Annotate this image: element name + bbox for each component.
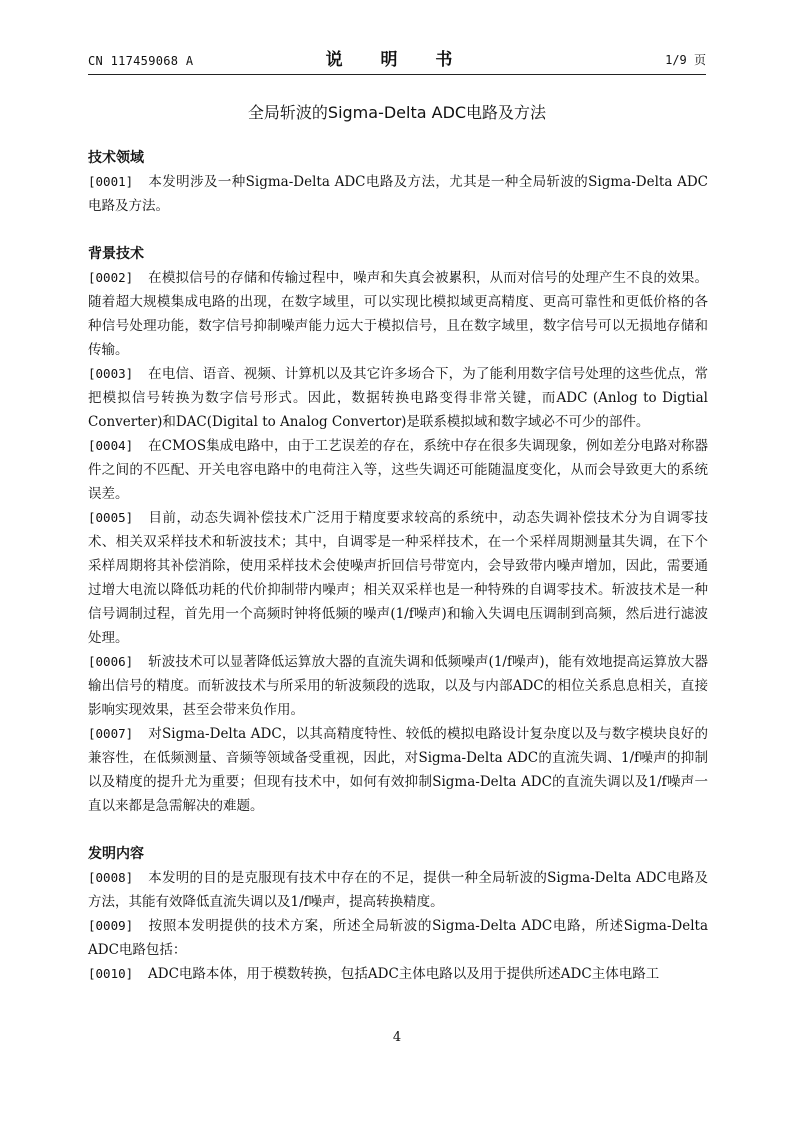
paragraph-text: 本发明的目的是克服现有技术中存在的不足，提供一种全局斩波的Sigma-Delta ADC电路及方法，其能有效降低直流失调以及1/f噪声，提高转换精度。 <box>88 870 708 910</box>
paragraph <box>88 650 708 722</box>
paragraph-number: [0001] <box>88 174 134 189</box>
paragraph <box>88 266 708 362</box>
paragraph-text: ADC电路本体，用于模数转换，包括ADC主体电路以及用于提供所述ADC主体电路工 <box>148 966 660 982</box>
paragraph <box>88 170 708 218</box>
paragraph-text: 本发明涉及一种Sigma-Delta ADC电路及方法，尤其是一种全局斩波的Sigma-Delta ADC电路及方法。 <box>88 174 708 214</box>
paragraph-text: 在模拟信号的存储和传输过程中，噪声和失真会被累积，从而对信号的处理产生不良的效果。随着超大规模集成电路的出现，在数字域里，可以实现比模拟域更高精度、更高可靠性和更低价格的各种信号处理功能，数字信号抑制噪声能力远大于模拟信号，且在数字域里，数字信号可以无损地存储和传输。 <box>88 270 708 358</box>
page-header <box>88 46 706 75</box>
document-type: 说 明 书 <box>325 50 469 70</box>
paragraph-number: [0006] <box>88 654 134 669</box>
section-heading-background: 背景技术 <box>88 246 144 262</box>
paragraph-number: [0002] <box>88 270 134 285</box>
paragraph-text: 按照本发明提供的技术方案，所述全局斩波的Sigma-Delta ADC电路，所述Sigma-Delta ADC电路包括： <box>88 918 708 958</box>
paragraph <box>88 914 708 962</box>
page-info: 1/9 页 <box>665 53 706 67</box>
paragraph-number: [0008] <box>88 870 134 885</box>
patent-number: CN 117459068 A <box>88 54 194 68</box>
paragraph <box>88 866 708 914</box>
paragraph-text: 在CMOS集成电路中，由于工艺误差的存在，系统中存在很多失调现象，例如差分电路对称器件之间的不匹配、开关电容电路中的电荷注入等，这些失调还可能随温度变化，从而会导致更大的系统误差。 <box>88 438 708 502</box>
paragraph-text: 斩波技术可以显著降低运算放大器的直流失调和低频噪声(1/f噪声)，能有效地提高运算放大器输出信号的精度。而斩波技术与所采用的斩波频段的选取，以及与内部ADC的相位关系息息相关，直接影响实现效果，甚至会带来负作用。 <box>88 654 708 718</box>
section-heading-tech-field: 技术领域 <box>88 150 144 166</box>
paragraph-text: 在电信、语音、视频、计算机以及其它许多场合下，为了能利用数字信号处理的这些优点，常把模拟信号转换为数字信号形式。因此，数据转换电路变得非常关键，而ADC (Anlog to Digtial Converter)和DAC(Digital to Analog Convertor)是联系模拟域和数字域必不可少的部件。 <box>88 366 708 430</box>
paragraph-number: [0005] <box>88 510 134 525</box>
section-heading-invention: 发明内容 <box>88 846 144 862</box>
paragraph-number: [0007] <box>88 726 134 741</box>
paragraph <box>88 434 708 506</box>
document-title: 全局斩波的Sigma-Delta ADC电路及方法 <box>247 103 547 122</box>
paragraph <box>88 962 708 986</box>
paragraph-number: [0009] <box>88 918 134 933</box>
paragraph <box>88 362 708 434</box>
paragraph-text: 目前，动态失调补偿技术广泛用于精度要求较高的系统中，动态失调补偿技术分为自调零技术、相关双采样技术和斩波技术；其中，自调零是一种采样技术，在一个采样周期测量其失调，在下个采样周期将其补偿消除，使用采样技术会使噪声折回信号带宽内，会导致带内噪声增加，因此，需要通过增大电流以降低功耗的代价抑制带内噪声；相关双采样也是一种特殊的自调零技术。斩波技术是一种信号调制过程，首先用一个高频时钟将低频的噪声(1/f噪声)和输入失调电压调制到高频，然后进行滤波处理。 <box>88 510 708 646</box>
paragraph-number: [0004] <box>88 438 134 453</box>
paragraph <box>88 722 708 818</box>
paragraph-text: 对Sigma-Delta ADC，以其高精度特性、较低的模拟电路设计复杂度以及与数字模块良好的兼容性，在低频测量、音频等领域备受重视，因此，对Sigma-Delta ADC的直流失调、1/f噪声的抑制以及精度的提升尤为重要；但现有技术中，如何有效抑制Sigma-Delta ADC的直流失调以及1/f噪声一直以来都是急需解决的难题。 <box>88 726 708 814</box>
paragraph-number: [0010] <box>88 966 134 981</box>
page-number: 4 <box>392 1030 402 1045</box>
document-body <box>88 146 708 986</box>
paragraph <box>88 506 708 650</box>
paragraph-number: [0003] <box>88 366 134 381</box>
